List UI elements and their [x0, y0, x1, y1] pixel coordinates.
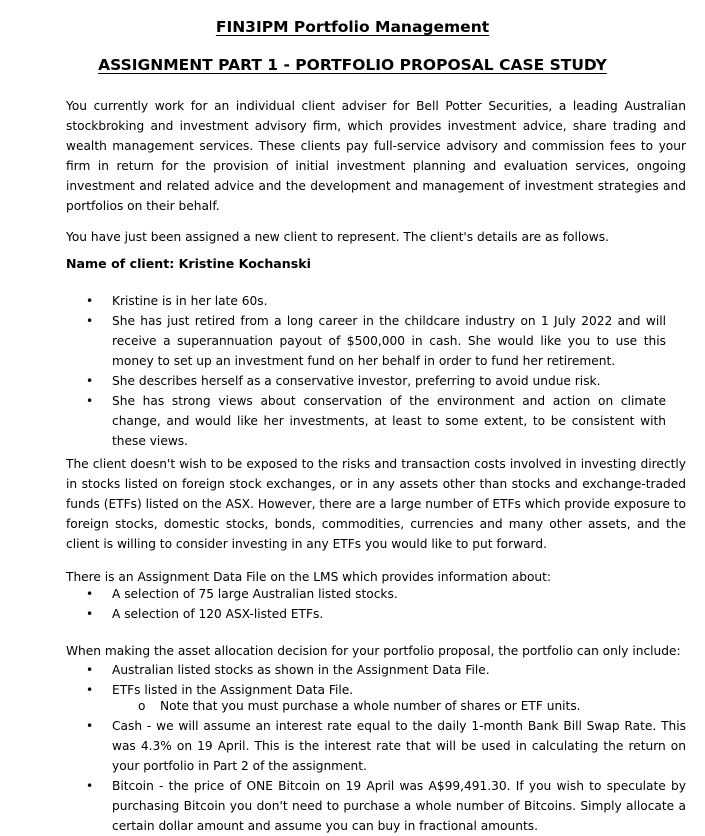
assignment-title-text: ASSIGNMENT PART 1 - PORTFOLIO PROPOSAL CASE STUDY — [98, 56, 607, 74]
exposure-paragraph: The client doesn't wish to be exposed to the risks and transaction costs involved in investing directly in stocks listed on foreign stock exchanges, or in any assets other than stocks and exchange-traded funds (ETFs) listed on the ASX. However, there are a large number of ETFs which provide exposure to foreign stocks, domestic stocks, bonds, commodities, currencies and many other assets, and the client is willing to consider investing in any ETFs you would like to put forward. — [66, 457, 686, 551]
data-file-list — [66, 584, 666, 624]
allocation-list — [66, 660, 686, 700]
allocation-intro: When making the asset allocation decision for your portfolio proposal, the portfolio can only include: — [66, 644, 681, 658]
list-item: • She has strong views about conservation of the environment and action on climate change, and would like her investments, at least to some extent, to be consistent with these views. — [66, 391, 666, 451]
list-item: • Australian listed stocks as shown in the Assignment Data File. — [66, 660, 686, 680]
list-item: • Kristine is in her late 60s. — [66, 291, 666, 311]
sub-note-text: Note that you must purchase a whole number of shares or ETF units. — [160, 699, 581, 713]
intro-paragraph: You currently work for an individual client adviser for Bell Potter Securities, a leading Australian stockbroking and investment advisory firm, which provides investment advice, share trading and wealth management services. These clients pay full-service advisory and commission fees to your firm in return for the provision of initial investment planning and evaluation services, ongoing investment and related advice and the development and management of investment strategies and portfolios on their behalf. — [66, 99, 686, 213]
list-item: • A selection of 120 ASX-listed ETFs. — [66, 604, 666, 624]
sub-bullet-marker: o — [138, 699, 146, 713]
list-item: • ETFs listed in the Assignment Data File. — [66, 680, 686, 700]
assignment-title — [0, 56, 705, 74]
list-item: • She describes herself as a conservative investor, preferring to avoid undue risk. — [66, 371, 666, 391]
list-item: • A selection of 75 large Australian listed stocks. — [66, 584, 666, 604]
allocation-list-continued — [66, 716, 686, 836]
client-name: Name of client: Kristine Kochanski — [66, 256, 311, 271]
list-item: • Bitcoin - the price of ONE Bitcoin on 19 April was A$99,491.30. If you wish to speculate by purchasing Bitcoin you don't need to purchase a whole number of Bitcoins. Simply allocate a certain dollar amount and assume you can buy in fractional amounts. — [66, 776, 686, 836]
client-details-list — [66, 291, 666, 451]
assigned-paragraph: You have just been assigned a new client to represent. The client's details are as follows. — [66, 230, 609, 244]
list-item: • She has just retired from a long career in the childcare industry on 1 July 2022 and will receive a superannuation payout of $500,000 in cash. She would like you to use this money to set up an investment fund on her behalf in order to fund her retirement. — [66, 311, 666, 371]
data-file-intro: There is an Assignment Data File on the LMS which provides information about: — [66, 570, 552, 584]
sub-note — [66, 696, 705, 716]
course-title-text: FIN3IPM Portfolio Management — [215, 18, 490, 36]
list-item: • Cash - we will assume an interest rate equal to the daily 1-month Bank Bill Swap Rate. This was 4.3% on 19 April. This is the interest rate that will be used in calculating the return on your portfolio in Part 2 of the assignment. — [66, 716, 686, 776]
course-title — [0, 18, 705, 36]
